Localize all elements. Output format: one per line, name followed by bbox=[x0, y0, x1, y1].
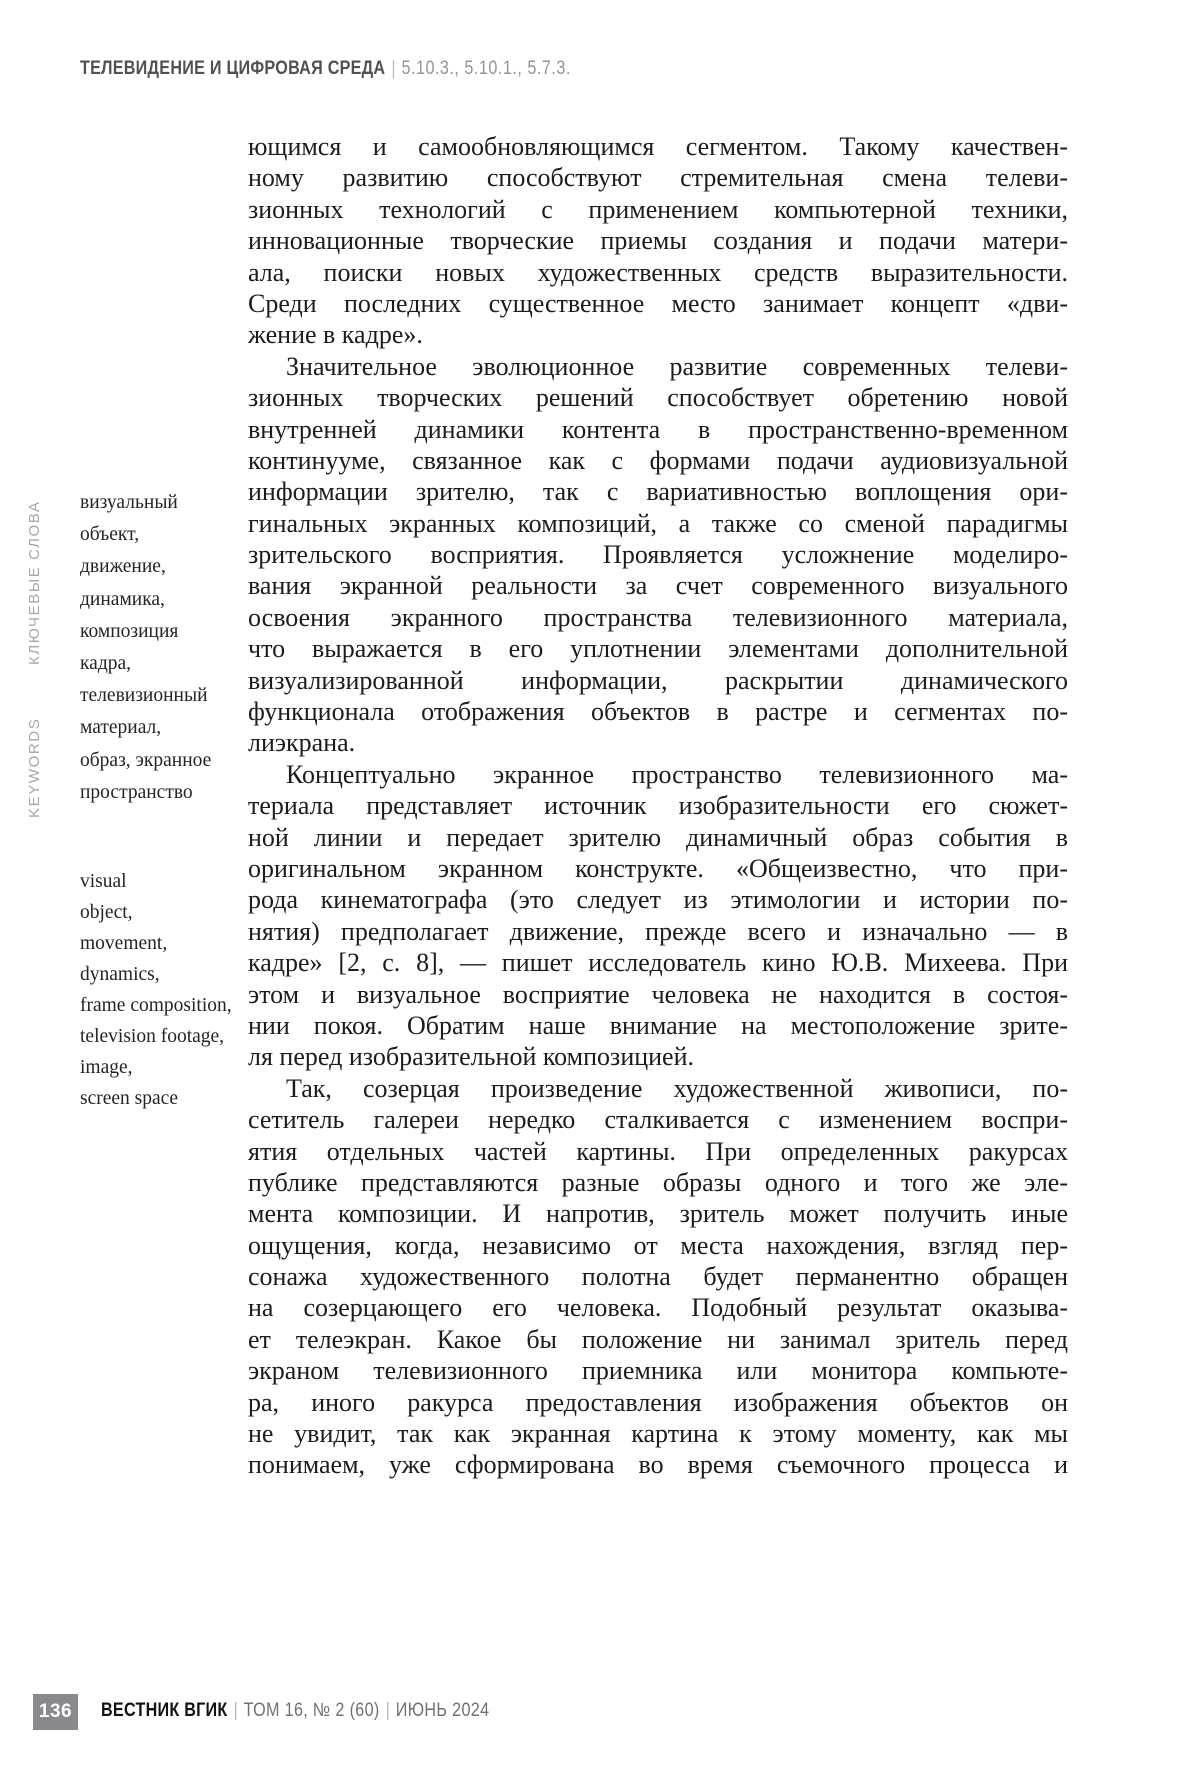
keyword-en-item: visual bbox=[80, 871, 127, 892]
article-text-line: зионных технологий с применением компьютерной техники, bbox=[248, 194, 1068, 224]
keyword-ru-item: кадра, bbox=[80, 653, 132, 675]
keyword-en-item: image, bbox=[80, 1057, 133, 1078]
keyword-ru-item: движение, bbox=[80, 556, 166, 578]
keywords-label-ru: КЛЮЧЕВЫЕ СЛОВА bbox=[26, 500, 43, 665]
article-text-line: зионных творческих решений способствует обретению новой bbox=[248, 383, 1068, 413]
article-text-line: на созерцающего его человека. Подобный результат оказыва- bbox=[248, 1293, 1068, 1323]
article-text-line: нятия) предполагает движение, прежде всего и изначально — в bbox=[248, 916, 1068, 946]
article-text-line: внутренней динамики контента в пространственно-временном bbox=[248, 414, 1068, 444]
article-text-line: рода кинематографа (это следует из этимологии и истории по- bbox=[248, 885, 1068, 915]
article-text-line: гинальных экранных композиций, а также со сменой парадигмы bbox=[248, 508, 1068, 538]
section-title: ТЕЛЕВИДЕНИЕ И ЦИФРОВАЯ СРЕДА bbox=[80, 58, 386, 79]
footer-separator-2: | bbox=[385, 1700, 390, 1721]
footer-info bbox=[101, 1700, 489, 1722]
keyword-ru-item: пространство bbox=[80, 781, 193, 803]
page-header bbox=[80, 58, 571, 80]
article-text-line: экраном телевизионного приемника или монитора компьюте- bbox=[248, 1356, 1068, 1386]
keywords-list-ru bbox=[80, 487, 211, 809]
article-text-line: вания экранной реальности за счет современного визуального bbox=[248, 571, 1068, 601]
keyword-en-item: television footage, bbox=[80, 1026, 225, 1047]
article-text-line: информации зрителю, так с вариативностью воплощения ори- bbox=[248, 477, 1068, 507]
article-text-line: териала представляет источник изобразительности его сюжет- bbox=[248, 791, 1068, 821]
header-separator: | bbox=[391, 58, 396, 79]
keyword-en-item: dynamics, bbox=[80, 964, 160, 985]
article-body bbox=[248, 132, 1068, 1482]
article-text-line: ощущения, когда, независимо от места нахождения, взгляд пер- bbox=[248, 1230, 1068, 1260]
article-text-line: Значительное эволюционное развитие современных телеви- bbox=[286, 351, 1068, 381]
keyword-en-item: frame composition, bbox=[80, 995, 232, 1016]
keyword-ru-item: телевизионный bbox=[80, 685, 208, 707]
article-text-line: ра, иного ракурса предоставления изображения объектов он bbox=[248, 1387, 1068, 1417]
article-text-line: Так, созерцая произведение художественной живописи, по- bbox=[286, 1073, 1068, 1103]
article-text-line: мента композиции. И напротив, зритель может получить иные bbox=[248, 1199, 1068, 1229]
keyword-en-item: object, bbox=[80, 902, 133, 923]
article-text-line: освоения экранного пространства телевизионного материала, bbox=[248, 602, 1068, 632]
article-text-line: этом и визуальное восприятие человека не находится в состоя- bbox=[248, 979, 1068, 1009]
page-number: 136 bbox=[33, 1694, 78, 1730]
article-text-line: сонажа художественного полотна будет перманентно обращен bbox=[248, 1262, 1068, 1292]
article-text-line: ному развитию способствуют стремительная смена телеви- bbox=[248, 163, 1068, 193]
article-text-line: визуализированной информации, раскрытии динамического bbox=[248, 665, 1068, 695]
article-text-line: лиэкрана. bbox=[248, 728, 356, 758]
article-text-line: ятия отдельных частей картины. При определенных ракурсах bbox=[248, 1136, 1068, 1166]
article-text-line: Концептуально экранное пространство телевизионного ма- bbox=[286, 759, 1068, 789]
keywords-list-en bbox=[80, 866, 232, 1114]
keyword-ru-item: объект, bbox=[80, 524, 140, 546]
keyword-ru-item: динамика, bbox=[80, 588, 165, 610]
issue-date: ИЮНЬ 2024 bbox=[395, 1700, 490, 1721]
classification-codes: 5.10.3., 5.10.1., 5.7.3. bbox=[401, 58, 571, 79]
article-text-line: ет телеэкран. Какое бы положение ни занимал зритель перед bbox=[248, 1324, 1068, 1354]
keyword-en-item: movement, bbox=[80, 933, 168, 954]
keywords-label-en: KEYWORDS bbox=[26, 717, 43, 818]
article-text-line: ной линии и передает зрителю динамичный образ события в bbox=[248, 822, 1068, 852]
article-text-line: публике представляются разные образы одного и того же эле- bbox=[248, 1167, 1068, 1197]
article-text-line: ля перед изобразительной композицией. bbox=[248, 1042, 695, 1072]
article-text-line: нии покоя. Обратим наше внимание на местоположение зрите- bbox=[248, 1010, 1068, 1040]
article-text-line: не увидит, так как экранная картина к этому моменту, как мы bbox=[248, 1419, 1068, 1449]
keyword-ru-item: композиция bbox=[80, 620, 179, 642]
article-text-line: Среди последних существенное место занимает концепт «дви- bbox=[248, 288, 1068, 318]
keyword-ru-item: образ, экранное bbox=[80, 749, 212, 771]
article-text-line: кадре» [2, с. 8], — пишет исследователь кино Ю.В. Михеева. При bbox=[248, 948, 1068, 978]
volume-issue: ТОМ 16, № 2 (60) bbox=[243, 1700, 380, 1721]
keyword-ru-item: визуальный bbox=[80, 492, 178, 513]
article-text-line: континууме, связанное как с формами подачи аудиовизуальной bbox=[248, 445, 1068, 475]
article-text-line: сетитель галереи нередко сталкивается с изменением воспри- bbox=[248, 1105, 1068, 1135]
article-text-line: жение в кадре». bbox=[248, 320, 423, 350]
footer-separator-1: | bbox=[233, 1700, 238, 1721]
journal-name: ВЕСТНИК ВГИК bbox=[101, 1700, 228, 1721]
article-text-line: инновационные творческие приемы создания и подачи матери- bbox=[248, 226, 1068, 256]
article-text-line: ющимся и самообновляющимся сегментом. Такому качествен- bbox=[248, 132, 1068, 161]
article-text-line: зрительского восприятия. Проявляется усложнение моделиро- bbox=[248, 540, 1068, 570]
keyword-ru-item: материал, bbox=[80, 717, 162, 739]
article-text-line: ала, поиски новых художественных средств выразительности. bbox=[248, 257, 1068, 287]
article-text-line: функционала отображения объектов в растре и сегментах по- bbox=[248, 697, 1068, 727]
article-text-line: понимаем, уже сформирована во время съемочного процесса и bbox=[248, 1450, 1068, 1480]
article-text-line: оригинальном экранном конструкте. «Общеизвестно, что при- bbox=[248, 853, 1068, 883]
keyword-en-item: screen space bbox=[80, 1088, 178, 1109]
article-text-line: что выражается в его уплотнении элементами дополнительной bbox=[248, 634, 1068, 664]
